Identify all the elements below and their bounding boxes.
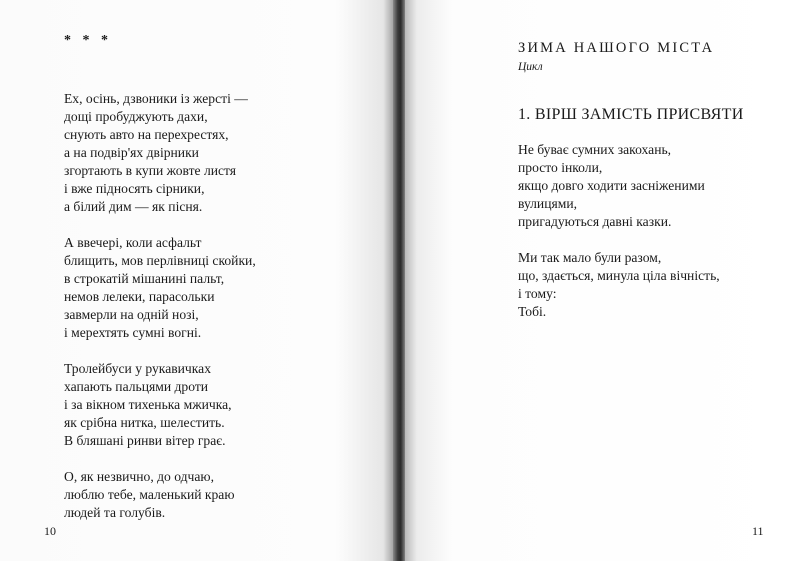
poem-line: людей та голубів. <box>64 505 166 520</box>
stanza <box>64 90 364 216</box>
poem-line: і за вікном тихенька мжичка, <box>64 397 232 412</box>
cycle-title: ЗИМА НАШОГО МІСТА <box>518 40 715 56</box>
section-ornament: * * * <box>64 33 112 48</box>
poem-title: 1. ВІРШ ЗАМІСТЬ ПРИСВЯТИ <box>518 106 744 123</box>
stanza <box>518 249 778 321</box>
page-number-right: 11 <box>752 524 764 538</box>
left-poem <box>64 90 364 540</box>
poem-line: завмерли на одній нозі, <box>64 307 199 322</box>
poem-line: пригадуються давні казки. <box>518 214 672 229</box>
poem-line: люблю тебе, маленький краю <box>64 487 235 502</box>
poem-line: в строкатій мішанині пальт, <box>64 271 225 286</box>
poem-line: якщо довго ходити засніженими <box>518 178 705 193</box>
poem-line: дощі пробуджують дахи, <box>64 109 208 124</box>
poem-line: снують авто на перехрестях, <box>64 127 229 142</box>
poem-line: згортають в купи жовте листя <box>64 163 237 178</box>
left-page <box>0 0 395 561</box>
poem-line: вулицями, <box>518 196 578 211</box>
poem-line: хапають пальцями дроти <box>64 379 209 394</box>
stanza <box>64 234 364 342</box>
poem-line: В бляшані ринви вітер грає. <box>64 433 226 448</box>
right-poem <box>518 141 778 339</box>
poem-line: і тому: <box>518 286 557 301</box>
poem-line: Ех, осінь, дзвоники із жерсті — <box>64 91 248 106</box>
stanza <box>64 468 364 522</box>
poem-line: і мерехтять сумні вогні. <box>64 325 202 340</box>
poem-line: і вже підносять сірники, <box>64 181 205 196</box>
poem-line: Ми так мало були разом, <box>518 250 662 265</box>
poem-line: що, здається, минула ціла вічність, <box>518 268 720 283</box>
page-number-left: 10 <box>44 524 56 538</box>
poem-line: Не буває сумних закохань, <box>518 142 672 157</box>
poem-line: О, як незвично, до одчаю, <box>64 469 214 484</box>
poem-line: просто інколи, <box>518 160 603 175</box>
poem-line: Тролейбуси у рукавичках <box>64 361 211 376</box>
poem-line: Тобі. <box>518 304 547 319</box>
stanza <box>518 141 778 231</box>
poem-line: як срібна нитка, шелестить. <box>64 415 225 430</box>
poem-line: блищить, мов перлівниці скойки, <box>64 253 256 268</box>
poem-line: а на подвір'ях двірники <box>64 145 199 160</box>
poem-line: а білий дим — як пісня. <box>64 199 203 214</box>
stanza <box>64 360 364 450</box>
poem-line: немов лелеки, парасольки <box>64 289 215 304</box>
cycle-subtitle: Цикл <box>518 61 543 73</box>
poem-line: А ввечері, коли асфальт <box>64 235 202 250</box>
